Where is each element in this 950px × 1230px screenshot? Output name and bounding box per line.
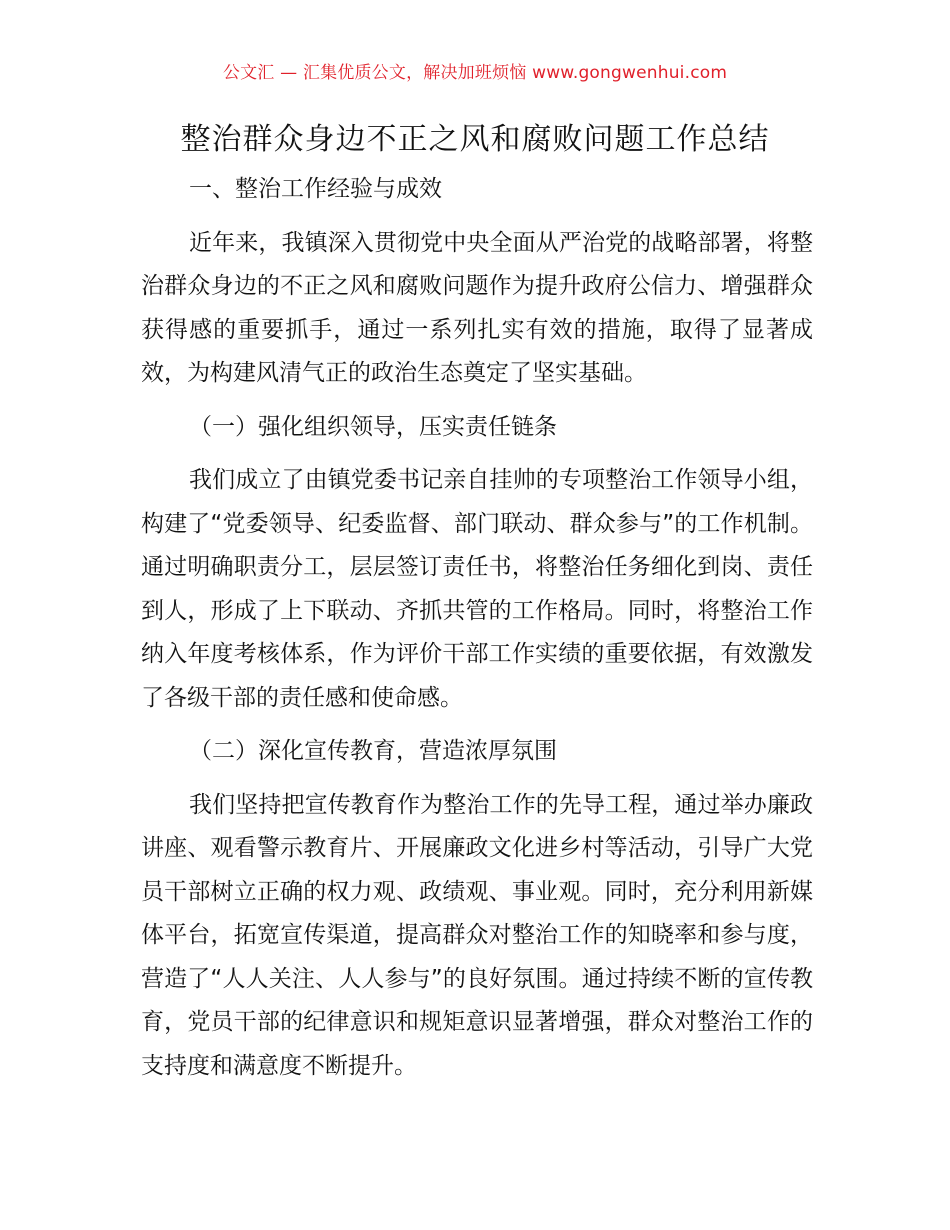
section-heading-3: （二）深化宣传教育，营造浓厚氛围 xyxy=(189,738,557,764)
section-paragraph-1: 近年来，我镇深入贯彻党中央全面从严治党的战略部署，将整治群众身边的不正之风和腐败问题作为提升政府公信力、增强群众获得感的重要抓手，通过一系列扎实有效的措施，取得了显著成效，为构建风清气正的政治生态奠定了坚实基础。 xyxy=(141,229,813,386)
section-paragraph-2: 我们成立了由镇党委书记亲自挂帅的专项整治工作领导小组，构建了“党委领导、纪委监督、部门联动、群众参与”的工作机制。通过明确职责分工，层层签订责任书，将整治任务细化到岗、责任到人，形成了上下联动、齐抓共管的工作格局。同时，将整治工作纳入年度考核体系，作为评价干部工作实绩的重要依据，有效激发了各级干部的责任感和使命感。 xyxy=(141,467,813,711)
section-paragraph-3: 我们坚持把宣传教育作为整治工作的先导工程，通过举办廉政讲座、观看警示教育片、开展廉政文化进乡村等活动，引导广大党员干部树立正确的权力观、政绩观、事业观。同时，充分利用新媒体平台，拓宽宣传渠道，提高群众对整治工作的知晓率和参与度，营造了“人人关注、人人参与”的良好氛围。通过持续不断的宣传教育，党员干部的纪律意识和规矩意识显著增强，群众对整治工作的支持度和满意度不断提升。 xyxy=(141,791,813,1079)
site-header-banner: 公文汇 — 汇集优质公文，解决加班烦恼 www.gongwenhui.com xyxy=(222,63,728,83)
document-title: 整治群众身边不正之风和腐败问题工作总结 xyxy=(180,122,770,157)
section-heading-2: （一）强化组织领导，压实责任链条 xyxy=(189,413,557,440)
section-heading-1: 一、整治工作经验与成效 xyxy=(189,176,442,202)
document-body xyxy=(141,168,813,1098)
